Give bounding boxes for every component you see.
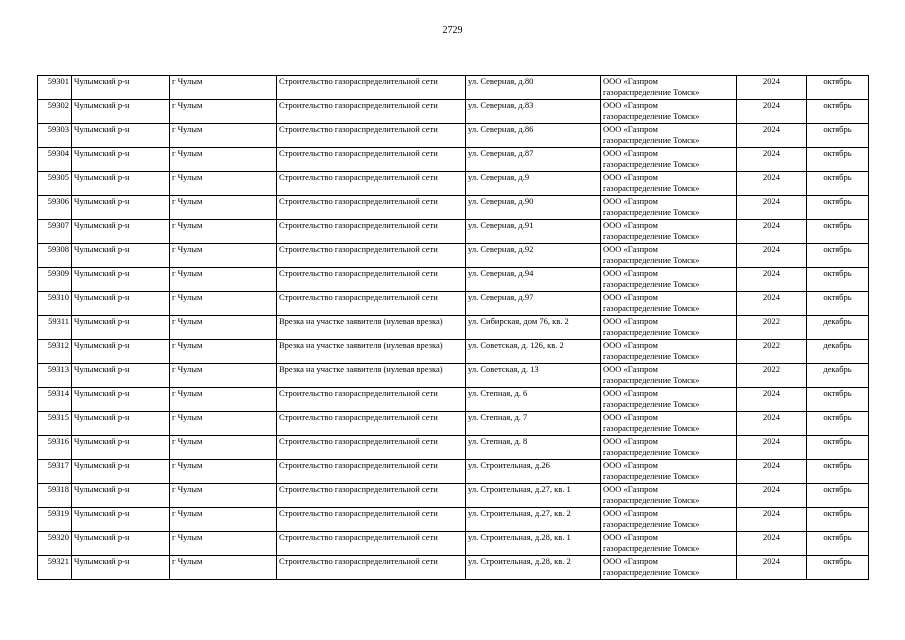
organization-cell: [601, 556, 737, 580]
year-cell: 2024: [737, 220, 807, 244]
year-cell: 2024: [737, 292, 807, 316]
month-cell: октябрь: [807, 148, 869, 172]
town-cell: г Чулым: [170, 196, 277, 220]
organization-cell: [601, 532, 737, 556]
town-cell: г Чулым: [170, 484, 277, 508]
organization-line: газораспределение Томск»: [603, 447, 700, 457]
address-cell: ул. Строительная, д.27, кв. 2: [466, 508, 601, 532]
organization-cell: [601, 148, 737, 172]
work-type-cell: Строительство газораспределительной сети: [277, 460, 466, 484]
organization-line: ООО «Газпром: [603, 460, 658, 470]
organization-line: газораспределение Томск»: [603, 135, 700, 145]
address-cell: ул. Советская, д. 13: [466, 364, 601, 388]
table-row: [38, 148, 869, 172]
table-row: [38, 364, 869, 388]
district-cell: Чулымский р-н: [72, 412, 170, 436]
year-cell: 2024: [737, 244, 807, 268]
district-cell: Чулымский р-н: [72, 460, 170, 484]
year-cell: 2024: [737, 172, 807, 196]
organization-line: ООО «Газпром: [603, 244, 658, 254]
town-cell: г Чулым: [170, 268, 277, 292]
year-cell: 2022: [737, 364, 807, 388]
work-type-cell: Строительство газораспределительной сети: [277, 148, 466, 172]
year-cell: 2022: [737, 316, 807, 340]
organization-line: газораспределение Томск»: [603, 543, 700, 553]
year-cell: 2024: [737, 508, 807, 532]
work-type-cell: Строительство газораспределительной сети: [277, 556, 466, 580]
table-row: [38, 412, 869, 436]
district-cell: Чулымский р-н: [72, 292, 170, 316]
organization-line: ООО «Газпром: [603, 412, 658, 422]
district-cell: Чулымский р-н: [72, 484, 170, 508]
district-cell: Чулымский р-н: [72, 388, 170, 412]
organization-line: газораспределение Томск»: [603, 255, 700, 265]
row-number-cell: 59308: [38, 244, 72, 268]
town-cell: г Чулым: [170, 316, 277, 340]
month-cell: октябрь: [807, 172, 869, 196]
organization-cell: [601, 268, 737, 292]
table-row: [38, 460, 869, 484]
organization-cell: [601, 388, 737, 412]
town-cell: г Чулым: [170, 340, 277, 364]
organization-cell: [601, 508, 737, 532]
address-cell: ул. Северная, д.86: [466, 124, 601, 148]
row-number-cell: 59320: [38, 532, 72, 556]
gasification-table: [37, 75, 869, 580]
row-number-cell: 59306: [38, 196, 72, 220]
organization-line: ООО «Газпром: [603, 388, 658, 398]
organization-cell: [601, 316, 737, 340]
organization-line: газораспределение Томск»: [603, 231, 700, 241]
organization-line: газораспределение Томск»: [603, 471, 700, 481]
month-cell: декабрь: [807, 316, 869, 340]
month-cell: декабрь: [807, 340, 869, 364]
town-cell: г Чулым: [170, 148, 277, 172]
month-cell: октябрь: [807, 196, 869, 220]
table-row: [38, 292, 869, 316]
table-row: [38, 484, 869, 508]
organization-cell: [601, 412, 737, 436]
work-type-cell: Строительство газораспределительной сети: [277, 388, 466, 412]
work-type-cell: Строительство газораспределительной сети: [277, 220, 466, 244]
row-number-cell: 59304: [38, 148, 72, 172]
table-row: [38, 172, 869, 196]
month-cell: октябрь: [807, 292, 869, 316]
organization-line: ООО «Газпром: [603, 340, 658, 350]
row-number-cell: 59309: [38, 268, 72, 292]
row-number-cell: 59302: [38, 100, 72, 124]
organization-line: ООО «Газпром: [603, 556, 658, 566]
work-type-cell: Врезка на участке заявителя (нулевая врезка): [277, 340, 466, 364]
table-row: [38, 388, 869, 412]
address-cell: ул. Сибирская, дом 76, кв. 2: [466, 316, 601, 340]
month-cell: октябрь: [807, 436, 869, 460]
address-cell: ул. Северная, д.92: [466, 244, 601, 268]
organization-line: газораспределение Томск»: [603, 111, 700, 121]
work-type-cell: Строительство газораспределительной сети: [277, 508, 466, 532]
organization-line: ООО «Газпром: [603, 316, 658, 326]
month-cell: октябрь: [807, 460, 869, 484]
month-cell: октябрь: [807, 388, 869, 412]
organization-line: ООО «Газпром: [603, 484, 658, 494]
district-cell: Чулымский р-н: [72, 268, 170, 292]
row-number-cell: 59310: [38, 292, 72, 316]
row-number-cell: 59318: [38, 484, 72, 508]
month-cell: октябрь: [807, 412, 869, 436]
month-cell: октябрь: [807, 124, 869, 148]
address-cell: ул. Северная, д.9: [466, 172, 601, 196]
district-cell: Чулымский р-н: [72, 220, 170, 244]
month-cell: декабрь: [807, 364, 869, 388]
town-cell: г Чулым: [170, 532, 277, 556]
district-cell: Чулымский р-н: [72, 196, 170, 220]
district-cell: Чулымский р-н: [72, 172, 170, 196]
town-cell: г Чулым: [170, 244, 277, 268]
work-type-cell: Строительство газораспределительной сети: [277, 292, 466, 316]
address-cell: ул. Степная, д. 8: [466, 436, 601, 460]
organization-line: газораспределение Томск»: [603, 567, 700, 577]
organization-line: ООО «Газпром: [603, 436, 658, 446]
organization-line: газораспределение Томск»: [603, 159, 700, 169]
address-cell: ул. Строительная, д.28, кв. 2: [466, 556, 601, 580]
work-type-cell: Врезка на участке заявителя (нулевая врезка): [277, 364, 466, 388]
organization-line: газораспределение Томск»: [603, 495, 700, 505]
month-cell: октябрь: [807, 100, 869, 124]
organization-line: ООО «Газпром: [603, 220, 658, 230]
organization-line: ООО «Газпром: [603, 532, 658, 542]
organization-cell: [601, 124, 737, 148]
address-cell: ул. Строительная, д.28, кв. 1: [466, 532, 601, 556]
district-cell: Чулымский р-н: [72, 244, 170, 268]
town-cell: г Чулым: [170, 292, 277, 316]
district-cell: Чулымский р-н: [72, 436, 170, 460]
row-number-cell: 59311: [38, 316, 72, 340]
district-cell: Чулымский р-н: [72, 316, 170, 340]
address-cell: ул. Северная, д.87: [466, 148, 601, 172]
row-number-cell: 59321: [38, 556, 72, 580]
town-cell: г Чулым: [170, 556, 277, 580]
row-number-cell: 59303: [38, 124, 72, 148]
year-cell: 2024: [737, 484, 807, 508]
town-cell: г Чулым: [170, 412, 277, 436]
year-cell: 2024: [737, 148, 807, 172]
table-row: [38, 100, 869, 124]
district-cell: Чулымский р-н: [72, 508, 170, 532]
district-cell: Чулымский р-н: [72, 100, 170, 124]
year-cell: 2024: [737, 124, 807, 148]
organization-line: газораспределение Томск»: [603, 207, 700, 217]
district-cell: Чулымский р-н: [72, 340, 170, 364]
row-number-cell: 59316: [38, 436, 72, 460]
address-cell: ул. Северная, д.83: [466, 100, 601, 124]
work-type-cell: Строительство газораспределительной сети: [277, 412, 466, 436]
address-cell: ул. Северная, д.91: [466, 220, 601, 244]
organization-cell: [601, 76, 737, 100]
district-cell: Чулымский р-н: [72, 364, 170, 388]
organization-line: газораспределение Томск»: [603, 87, 700, 97]
work-type-cell: Строительство газораспределительной сети: [277, 268, 466, 292]
table-row: [38, 316, 869, 340]
address-cell: ул. Северная, д.94: [466, 268, 601, 292]
work-type-cell: Врезка на участке заявителя (нулевая врезка): [277, 316, 466, 340]
work-type-cell: Строительство газораспределительной сети: [277, 436, 466, 460]
table-row: [38, 268, 869, 292]
address-cell: ул. Северная, д.97: [466, 292, 601, 316]
month-cell: октябрь: [807, 268, 869, 292]
row-number-cell: 59315: [38, 412, 72, 436]
district-cell: Чулымский р-н: [72, 148, 170, 172]
year-cell: 2024: [737, 388, 807, 412]
year-cell: 2024: [737, 556, 807, 580]
year-cell: 2024: [737, 268, 807, 292]
organization-line: ООО «Газпром: [603, 100, 658, 110]
organization-cell: [601, 100, 737, 124]
organization-cell: [601, 436, 737, 460]
organization-cell: [601, 196, 737, 220]
organization-cell: [601, 220, 737, 244]
district-cell: Чулымский р-н: [72, 76, 170, 100]
address-cell: ул. Строительная, д.27, кв. 1: [466, 484, 601, 508]
organization-line: ООО «Газпром: [603, 196, 658, 206]
year-cell: 2024: [737, 532, 807, 556]
row-number-cell: 59307: [38, 220, 72, 244]
town-cell: г Чулым: [170, 76, 277, 100]
work-type-cell: Строительство газораспределительной сети: [277, 196, 466, 220]
table-row: [38, 532, 869, 556]
organization-line: газораспределение Томск»: [603, 351, 700, 361]
month-cell: октябрь: [807, 244, 869, 268]
year-cell: 2024: [737, 76, 807, 100]
address-cell: ул. Строительная, д.26: [466, 460, 601, 484]
town-cell: г Чулым: [170, 460, 277, 484]
organization-line: ООО «Газпром: [603, 364, 658, 374]
row-number-cell: 59305: [38, 172, 72, 196]
address-cell: ул. Степная, д. 7: [466, 412, 601, 436]
work-type-cell: Строительство газораспределительной сети: [277, 124, 466, 148]
town-cell: г Чулым: [170, 220, 277, 244]
year-cell: 2024: [737, 436, 807, 460]
organization-line: газораспределение Томск»: [603, 423, 700, 433]
organization-line: газораспределение Томск»: [603, 279, 700, 289]
table-row: [38, 244, 869, 268]
organization-line: ООО «Газпром: [603, 292, 658, 302]
table-row: [38, 508, 869, 532]
organization-line: ООО «Газпром: [603, 508, 658, 518]
address-cell: ул. Северная, д.90: [466, 196, 601, 220]
organization-line: ООО «Газпром: [603, 76, 658, 86]
organization-cell: [601, 460, 737, 484]
table-row: [38, 124, 869, 148]
address-cell: ул. Степная, д. 6: [466, 388, 601, 412]
organization-line: ООО «Газпром: [603, 268, 658, 278]
district-cell: Чулымский р-н: [72, 532, 170, 556]
year-cell: 2024: [737, 100, 807, 124]
year-cell: 2024: [737, 196, 807, 220]
year-cell: 2024: [737, 412, 807, 436]
table-row: [38, 76, 869, 100]
row-number-cell: 59301: [38, 76, 72, 100]
organization-line: газораспределение Томск»: [603, 183, 700, 193]
town-cell: г Чулым: [170, 124, 277, 148]
row-number-cell: 59313: [38, 364, 72, 388]
town-cell: г Чулым: [170, 100, 277, 124]
row-number-cell: 59319: [38, 508, 72, 532]
work-type-cell: Строительство газораспределительной сети: [277, 172, 466, 196]
organization-cell: [601, 172, 737, 196]
town-cell: г Чулым: [170, 508, 277, 532]
organization-line: газораспределение Томск»: [603, 375, 700, 385]
work-type-cell: Строительство газораспределительной сети: [277, 76, 466, 100]
work-type-cell: Строительство газораспределительной сети: [277, 100, 466, 124]
table-row: [38, 220, 869, 244]
district-cell: Чулымский р-н: [72, 124, 170, 148]
month-cell: октябрь: [807, 556, 869, 580]
address-cell: ул. Советская, д. 126, кв. 2: [466, 340, 601, 364]
work-type-cell: Строительство газораспределительной сети: [277, 244, 466, 268]
organization-cell: [601, 484, 737, 508]
row-number-cell: 59312: [38, 340, 72, 364]
month-cell: октябрь: [807, 76, 869, 100]
organization-line: ООО «Газпром: [603, 148, 658, 158]
organization-cell: [601, 364, 737, 388]
organization-line: газораспределение Томск»: [603, 303, 700, 313]
work-type-cell: Строительство газораспределительной сети: [277, 484, 466, 508]
town-cell: г Чулым: [170, 172, 277, 196]
table-row: [38, 436, 869, 460]
organization-cell: [601, 244, 737, 268]
row-number-cell: 59317: [38, 460, 72, 484]
page-number: 2729: [442, 25, 463, 36]
organization-line: ООО «Газпром: [603, 172, 658, 182]
row-number-cell: 59314: [38, 388, 72, 412]
organization-line: ООО «Газпром: [603, 124, 658, 134]
month-cell: октябрь: [807, 484, 869, 508]
year-cell: 2022: [737, 340, 807, 364]
town-cell: г Чулым: [170, 364, 277, 388]
table-row: [38, 556, 869, 580]
table-row: [38, 196, 869, 220]
year-cell: 2024: [737, 460, 807, 484]
table-row: [38, 340, 869, 364]
table-body: [38, 76, 869, 580]
address-cell: ул. Северная, д.80: [466, 76, 601, 100]
town-cell: г Чулым: [170, 436, 277, 460]
organization-cell: [601, 292, 737, 316]
month-cell: октябрь: [807, 220, 869, 244]
organization-line: газораспределение Томск»: [603, 399, 700, 409]
work-type-cell: Строительство газораспределительной сети: [277, 532, 466, 556]
month-cell: октябрь: [807, 532, 869, 556]
month-cell: октябрь: [807, 508, 869, 532]
organization-cell: [601, 340, 737, 364]
organization-line: газораспределение Томск»: [603, 327, 700, 337]
district-cell: Чулымский р-н: [72, 556, 170, 580]
town-cell: г Чулым: [170, 388, 277, 412]
organization-line: газораспределение Томск»: [603, 519, 700, 529]
